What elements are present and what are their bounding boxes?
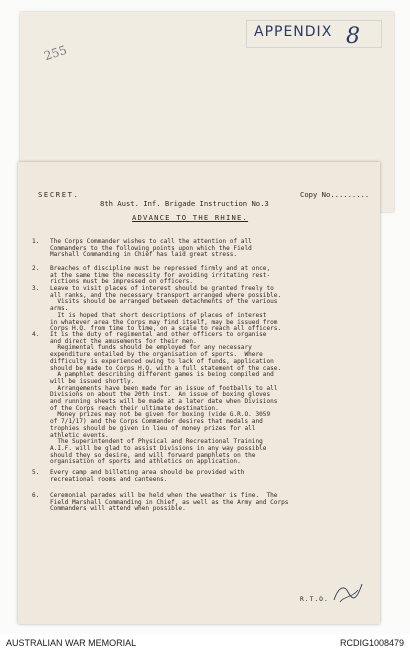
- appendix-label: APPENDIX: [254, 24, 333, 40]
- text-line: organisation of sports and athletics on application.: [50, 458, 241, 466]
- paragraph-1: [32, 239, 362, 259]
- paragraph-number: 3.: [32, 285, 40, 292]
- paragraph-text: [50, 266, 364, 286]
- copy-number: Copy No.........: [300, 190, 370, 199]
- text-line: Regimental funds should be employed for any necessary: [50, 344, 252, 352]
- signature-mark: [328, 578, 368, 606]
- footer-institution: AUSTRALIAN WAR MEMORIAL: [6, 638, 137, 648]
- text-line: It is the duty of regimental and other officers to organise: [50, 331, 267, 338]
- text-line: difficulty is experienced owing to lack of funds, application: [50, 357, 274, 365]
- text-line: of 7/1/17) and the Corps Commander desires that medals and: [50, 418, 263, 426]
- classification-label: SECRET.: [38, 190, 80, 199]
- text-line: A.I.F. will be glad to assist Divisions in any way possible: [50, 444, 267, 452]
- text-line: of the Corps reach their ultimate destination.: [50, 404, 219, 412]
- text-line: Leave to visit places of interest should be granted freely to: [50, 285, 274, 292]
- paragraph-3: [32, 286, 362, 333]
- text-line: Commanders will attend when possible.: [50, 505, 186, 513]
- text-line: Every camp and billeting area should be provided with: [50, 469, 245, 476]
- paragraph-number: 5.: [32, 469, 40, 476]
- paragraph-4: [32, 332, 362, 466]
- instruction-heading: 8th Aust. Inf. Brigade Instruction No.3: [100, 199, 269, 208]
- paragraph-number: 2.: [32, 265, 40, 272]
- text-line: Marshall Commanding in Chief has laid great stress.: [50, 251, 238, 259]
- text-line: The Superintendent of Physical and Recreational Training: [50, 438, 263, 446]
- text-line: arms.: [50, 305, 69, 313]
- paragraph-number: 1.: [32, 238, 40, 245]
- text-line: It is hoped that short descriptions of places of interest: [50, 311, 267, 319]
- text-line: at the same time the necessity for avoiding irritating rest-: [50, 271, 271, 279]
- paragraph-text: [50, 332, 364, 466]
- pencil-folio-number: 255: [42, 42, 69, 64]
- text-line: Visits should be arranged between detachments of the various: [50, 298, 278, 306]
- text-line: in whatever area the Corps may find itself, may be issued from: [50, 318, 278, 326]
- text-line: Ceremonial parades will be held when the weather is fine. The: [50, 492, 278, 499]
- paragraph-5: [32, 470, 362, 483]
- text-line: Corps H.Q. from time to time, on a scale to reach all officers.: [50, 325, 282, 333]
- paragraph-text: [50, 239, 364, 259]
- text-line: and direct the amusements for their men.: [50, 337, 197, 345]
- paragraph-text: [50, 286, 364, 333]
- text-line: rictions must be impressed on officers.: [50, 278, 194, 286]
- paragraph-text: [50, 493, 364, 513]
- text-line: all ranks, and the necessary transport arranged where possible.: [50, 291, 282, 299]
- text-line: Breaches of discipline must be repressed firmly and at once,: [50, 265, 271, 272]
- text-line: A pamphlet describing different games is being compiled and: [50, 371, 274, 379]
- text-line: athletic events.: [50, 431, 109, 439]
- text-line: recreational rooms and canteens.: [50, 475, 168, 483]
- text-line: Arrangements have been made for an issue of footballs to all: [50, 384, 278, 392]
- text-line: trophies should be given in lieu of money prizes for all: [50, 424, 256, 432]
- text-line: Money prizes may not be given for boxing (vide G.R.O. 3059: [50, 411, 271, 419]
- paragraph-text: [50, 470, 364, 483]
- paragraph-number: 4.: [32, 331, 40, 338]
- paragraph-number: 6.: [32, 492, 40, 499]
- text-line: The Corps Commander wishes to call the attention of all: [50, 238, 252, 245]
- text-line: and running sheets will be made at a later date when Divisions: [50, 398, 278, 406]
- text-line: expenditure entailed by the organisation of sports. Where: [50, 351, 263, 359]
- signoff: R.T.O.: [300, 596, 329, 603]
- paragraph-2: [32, 266, 362, 286]
- text-line: Commanders to the following points upon which the Field: [50, 244, 252, 252]
- text-line: Divisions on about the 20th inst. An issue of boxing gloves: [50, 391, 271, 399]
- document-title: ADVANCE TO THE RHINE.: [132, 213, 249, 222]
- text-line: should be made to Corps H.Q. with a full statement of the case.: [50, 364, 282, 372]
- text-line: Field Marshall Commanding in Chief, as well as the Army and Corps: [50, 498, 289, 506]
- text-line: will be issued shortly.: [50, 377, 135, 385]
- text-line: should they so desire, and will forward pamphlets on the: [50, 451, 256, 459]
- appendix-number: 8: [346, 24, 360, 49]
- footer-record-id: RCDIG1008479: [339, 638, 404, 648]
- paragraph-6: [32, 493, 362, 513]
